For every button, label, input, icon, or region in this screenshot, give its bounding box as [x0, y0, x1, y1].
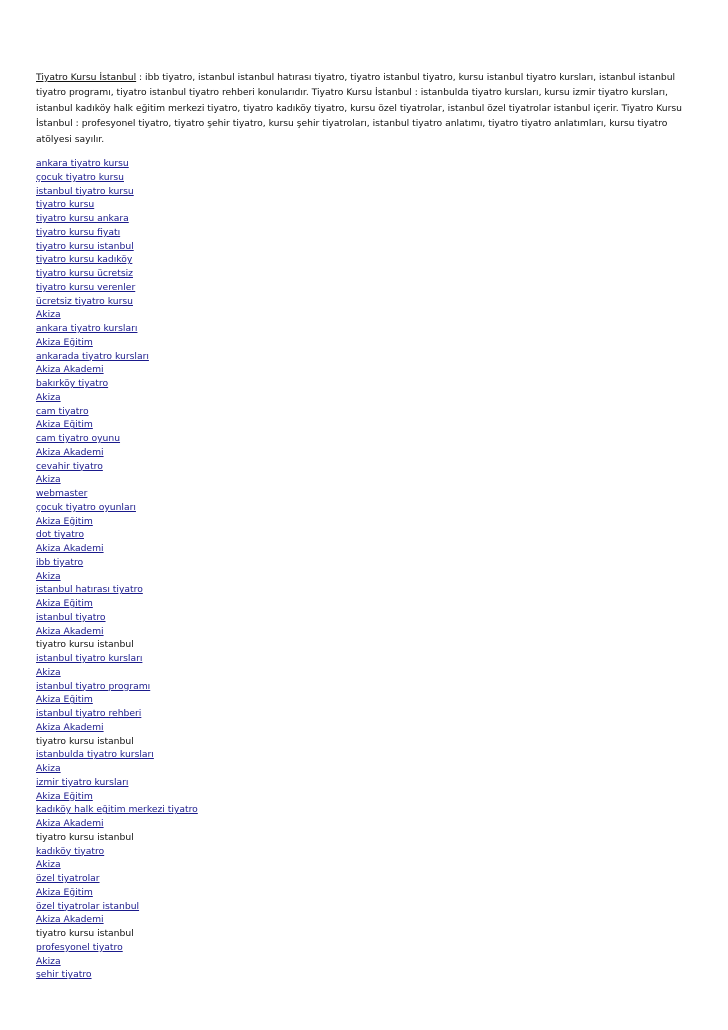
list-item [36, 748, 692, 762]
list-item [36, 185, 692, 199]
list-link[interactable]: Akiza Eğitim [36, 419, 93, 431]
list-item [36, 487, 692, 501]
list-item [36, 240, 692, 254]
list-link[interactable]: Akiza Akademi [36, 818, 104, 830]
list-link[interactable]: Akiza Eğitim [36, 336, 93, 348]
list-link[interactable]: tiyatro kursu kadıköy [36, 254, 133, 266]
list-item [36, 226, 692, 240]
list-item [36, 693, 692, 707]
list-item [36, 886, 692, 900]
list-link[interactable]: özel tiyatrolar [36, 873, 100, 885]
list-link[interactable]: Akiza [36, 474, 61, 486]
list-item [36, 680, 692, 694]
list-link[interactable]: bakırköy tiyatro [36, 378, 109, 390]
list-link[interactable]: Akiza [36, 955, 61, 967]
list-link[interactable]: tiyatro kursu ankara [36, 213, 129, 225]
list-link[interactable]: Akiza [36, 666, 61, 678]
list-link[interactable]: Akiza Eğitim [36, 515, 93, 527]
list-item [36, 803, 692, 817]
list-text: tiyatro kursu istanbul [36, 831, 134, 843]
intro-text: : ibb tiyatro, istanbul istanbul hatırası tiyatro, tiyatro istanbul tiyatro, kursu istanbul tiyatro kursları, istanbul istanbul tiyatro programı, tiyatro istanbul tiyatro rehberi konularıdır. Tiyatro Kursu İstanbul : istanbulda tiyatro kursları, kursu izmir tiyatro kursları, istanbul kadıköy halk eğitim merkezi tiyatro, tiyatro kadıköy tiyatro, kursu özel tiyatrolar, istanbul özel tiyatrolar istanbul içerir. Tiyatro Kursu İstanbul : profesyonel tiyatro, tiyatro şehir tiyatro, kursu şehir tiyatroları, istanbul tiyatro anlatımı, tiyatro tiyatro anlatımları, kursu tiyatro atölyesi sayılır. [36, 72, 682, 145]
list-item [36, 336, 692, 350]
list-link[interactable]: Akiza [36, 309, 61, 321]
list-item [36, 625, 692, 639]
list-link[interactable]: tiyatro kursu fiyatı [36, 226, 121, 238]
list-item [36, 418, 692, 432]
link-list [36, 157, 692, 982]
list-link[interactable]: ankara tiyatro kursları [36, 323, 138, 335]
list-link[interactable]: webmaster [36, 488, 88, 500]
list-item [36, 363, 692, 377]
list-link[interactable]: ankara tiyatro kursu [36, 158, 129, 170]
list-item [36, 253, 692, 267]
list-item [36, 377, 692, 391]
list-link[interactable]: Akiza Akademi [36, 914, 104, 926]
list-item [36, 707, 692, 721]
list-item [36, 583, 692, 597]
list-item [36, 638, 692, 652]
list-item [36, 845, 692, 859]
list-link[interactable]: tiyatro kursu istanbul [36, 240, 134, 252]
list-link[interactable]: profesyonel tiyatro [36, 941, 123, 953]
list-item [36, 432, 692, 446]
list-item [36, 611, 692, 625]
list-item [36, 460, 692, 474]
list-item [36, 858, 692, 872]
list-link[interactable]: özel tiyatrolar istanbul [36, 900, 140, 912]
list-link[interactable]: istanbul tiyatro rehberi [36, 708, 142, 720]
list-item [36, 570, 692, 584]
list-link[interactable]: istanbul hatırası tiyatro [36, 584, 143, 596]
list-item [36, 666, 692, 680]
list-item [36, 446, 692, 460]
list-item [36, 405, 692, 419]
list-item [36, 831, 692, 845]
list-item [36, 652, 692, 666]
list-item [36, 473, 692, 487]
list-item [36, 872, 692, 886]
list-link[interactable]: istanbulda tiyatro kursları [36, 749, 154, 761]
list-item [36, 556, 692, 570]
list-item [36, 308, 692, 322]
list-link[interactable]: Akiza Eğitim [36, 886, 93, 898]
list-link[interactable]: Akiza Eğitim [36, 790, 93, 802]
list-link[interactable]: çocuk tiyatro kursu [36, 171, 124, 183]
list-item [36, 817, 692, 831]
list-text: tiyatro kursu istanbul [36, 735, 134, 747]
list-link[interactable]: kadıköy halk eğitim merkezi tiyatro [36, 804, 198, 816]
intro-title-link[interactable]: Tiyatro Kursu İstanbul [36, 72, 137, 83]
list-item [36, 790, 692, 804]
list-item [36, 350, 692, 364]
list-link[interactable]: Akiza Eğitim [36, 598, 93, 610]
list-link[interactable]: Akiza [36, 859, 61, 871]
list-item [36, 391, 692, 405]
list-item [36, 735, 692, 749]
list-link[interactable]: ibb tiyatro [36, 556, 84, 568]
list-item [36, 212, 692, 226]
list-text: tiyatro kursu istanbul [36, 928, 134, 940]
list-item [36, 941, 692, 955]
list-item [36, 762, 692, 776]
list-item [36, 900, 692, 914]
list-link[interactable]: tiyatro kursu verenler [36, 281, 136, 293]
list-link[interactable]: Akiza Akademi [36, 446, 104, 458]
list-item [36, 776, 692, 790]
list-item [36, 515, 692, 529]
list-item [36, 721, 692, 735]
list-link[interactable]: Akiza Akademi [36, 625, 104, 637]
list-link[interactable]: tiyatro kursu [36, 199, 95, 211]
list-item [36, 267, 692, 281]
list-item [36, 171, 692, 185]
intro-paragraph [36, 70, 691, 147]
list-link[interactable]: Akiza Eğitim [36, 694, 93, 706]
list-link[interactable]: ankarada tiyatro kursları [36, 350, 149, 362]
list-item [36, 913, 692, 927]
list-link[interactable]: Akiza [36, 570, 61, 582]
list-link[interactable]: Akiza Akademi [36, 364, 104, 376]
list-link[interactable]: cam tiyatro [36, 405, 89, 417]
list-link[interactable]: kadıköy tiyatro [36, 845, 105, 857]
list-link[interactable]: cam tiyatro oyunu [36, 433, 121, 445]
list-link[interactable]: istanbul tiyatro kursu [36, 185, 134, 197]
list-item [36, 157, 692, 171]
list-link[interactable]: istanbul tiyatro programı [36, 680, 151, 692]
list-link[interactable]: cevahir tiyatro [36, 460, 103, 472]
list-item [36, 968, 692, 982]
list-link[interactable]: istanbul tiyatro kursları [36, 653, 143, 665]
list-item [36, 501, 692, 515]
list-item [36, 597, 692, 611]
list-link[interactable]: şehir tiyatro [36, 969, 92, 981]
list-link[interactable]: dot tiyatro [36, 529, 84, 541]
list-link[interactable]: çocuk tiyatro oyunları [36, 501, 136, 513]
list-text: tiyatro kursu istanbul [36, 639, 134, 651]
list-link[interactable]: tiyatro kursu ücretsiz [36, 268, 133, 280]
list-item [36, 295, 692, 309]
list-item [36, 198, 692, 212]
list-item [36, 528, 692, 542]
list-link[interactable]: Akiza [36, 391, 61, 403]
list-link[interactable]: izmir tiyatro kursları [36, 776, 129, 788]
list-item [36, 281, 692, 295]
list-link[interactable]: istanbul tiyatro [36, 611, 106, 623]
list-item [36, 322, 692, 336]
list-link[interactable]: Akiza [36, 763, 61, 775]
list-item [36, 927, 692, 941]
list-link[interactable]: Akiza Akademi [36, 721, 104, 733]
list-link[interactable]: Akiza Akademi [36, 543, 104, 555]
list-item [36, 955, 692, 969]
list-item [36, 542, 692, 556]
list-link[interactable]: ücretsiz tiyatro kursu [36, 295, 133, 307]
